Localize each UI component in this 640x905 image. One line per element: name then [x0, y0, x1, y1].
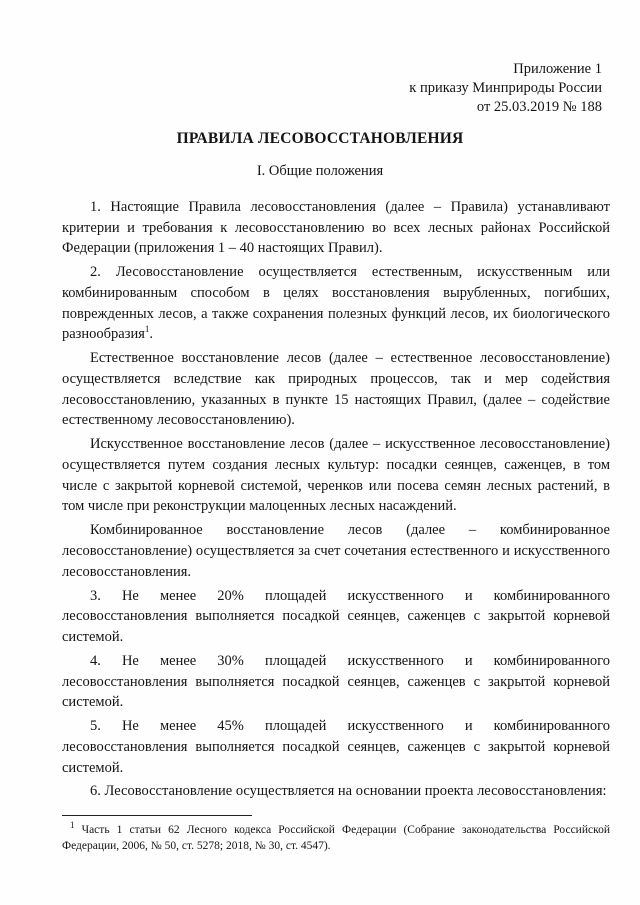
annex-header — [409, 60, 602, 117]
paragraph-2-text: 2. Лесовосстановление осуществляется естественным, искусственным или комбинированным способом в целях восстановления вырубленных, погибших, поврежденных лесов, а также сохранения полезных функций лесов, их биологического разнообразия — [62, 264, 610, 343]
footnote-mark: 1 — [70, 820, 75, 831]
annex-order-reference: к приказу Минприроды России — [409, 80, 602, 96]
footnote — [62, 822, 610, 854]
paragraph-2 — [62, 262, 610, 345]
section-heading: I. Общие положения — [256, 163, 384, 179]
paragraph-combined-restoration: Комбинированное восстановление лесов (далее – комбинированное лесовосстановление) осуществляется за счет сочетания естественного и искусственного лесовосстановления. — [62, 522, 610, 580]
footnote-text: Часть 1 статьи 62 Лесного кодекса Российской Федерации (Собрание законодательства Российской Федерации, 2006, № 50, ст. 5278; 2018, № 30, ст. 4547). — [62, 824, 610, 852]
paragraph-3: 3. Не менее 20% площадей искусственного и комбинированного лесовосстановления выполняется посадкой сеянцев, саженцев с закрытой корневой системой. — [62, 587, 610, 645]
paragraph-5: 5. Не менее 45% площадей искусственного и комбинированного лесовосстановления выполняется посадкой сеянцев, саженцев с закрытой корневой системой. — [62, 718, 610, 776]
footnote-divider — [62, 815, 252, 816]
paragraph-natural-restoration: Естественное восстановление лесов (далее – естественное лесовосстановление) осуществляется вследствие как природных процессов, так и мер содействия лесовосстановлению, указанных в пункте 15 настоящих Правил, (далее – содействие естественному лесовосстановлению). — [62, 350, 610, 429]
paragraph-2-end: . — [149, 326, 154, 343]
document-body — [62, 197, 610, 805]
paragraph-4: 4. Не менее 30% площадей искусственного и комбинированного лесовосстановления выполняется посадкой сеянцев, саженцев с закрытой корневой системой. — [62, 652, 610, 711]
paragraph-artificial-restoration: Искусственное восстановление лесов (далее – искусственное лесовосстановление) осуществляется путем создания лесных культур: посадки сеянцев, саженцев, в том числе с закрытой корневой системой, черенков или посева семян лесных растений, в том числе при реконструкции малоценных лесных насаждений. — [62, 436, 610, 515]
paragraph-1: 1. Настоящие Правила лесовосстановления (далее – Правила) устанавливают критерии и требования к лесовосстановлению во всех лесных районах Российской Федерации (приложения 1 – 40 настоящих Правил). — [62, 199, 610, 257]
footnote-reference: 1 — [144, 324, 150, 335]
annex-number: Приложение 1 — [513, 61, 602, 77]
document-title: ПРАВИЛА ЛЕСОВОССТАНОВЛЕНИЯ — [176, 130, 464, 147]
paragraph-6: 6. Лесовосстановление осуществляется на основании проекта лесовосстановления: — [90, 783, 607, 800]
annex-order-date: от 25.03.2019 № 188 — [476, 99, 602, 115]
